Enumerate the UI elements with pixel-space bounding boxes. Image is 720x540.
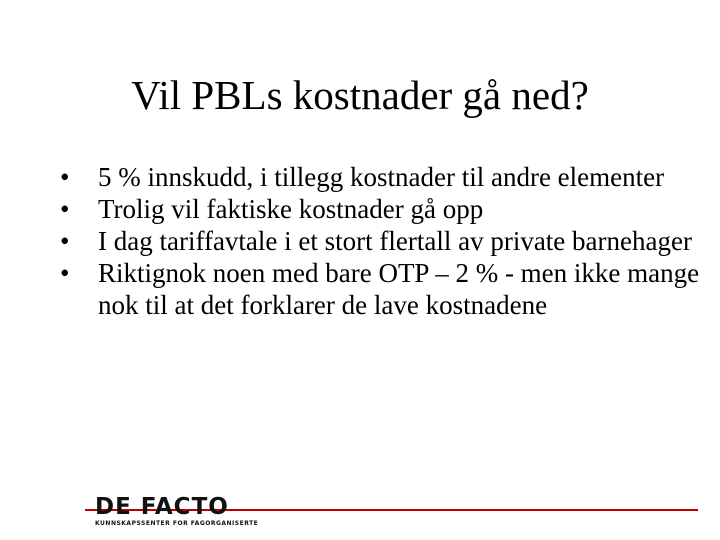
de-facto-logo (85, 494, 705, 534)
bullet-item (60, 161, 700, 193)
bullet-icon: • (60, 258, 70, 288)
bullet-icon: • (60, 194, 70, 224)
bullet-list (60, 161, 700, 321)
bullet-text: Trolig vil faktiske kostnader gå opp (98, 194, 484, 224)
bullet-text: I dag tariffavtale i et stort flertall av private barnehager (98, 226, 692, 256)
bullet-item (60, 193, 700, 225)
logo-tagline: KUNNSKAPSSENTER FOR FAGORGANISERTE (95, 520, 259, 527)
slide-title: Vil PBLs kostnader gå ned? (131, 72, 589, 118)
bullet-item (60, 225, 700, 257)
bullet-text: 5 % innskudd, i tillegg kostnader til andre elementer (98, 162, 665, 192)
bullet-icon: • (60, 226, 70, 256)
bullet-text: Riktignok noen med bare OTP – 2 % - men ikke mange nok til at det forklarer de lave kostnadene (98, 258, 700, 320)
logo-wordmark: DE FACTO (95, 494, 229, 520)
bullet-icon: • (60, 162, 70, 192)
bullet-item (60, 257, 700, 321)
